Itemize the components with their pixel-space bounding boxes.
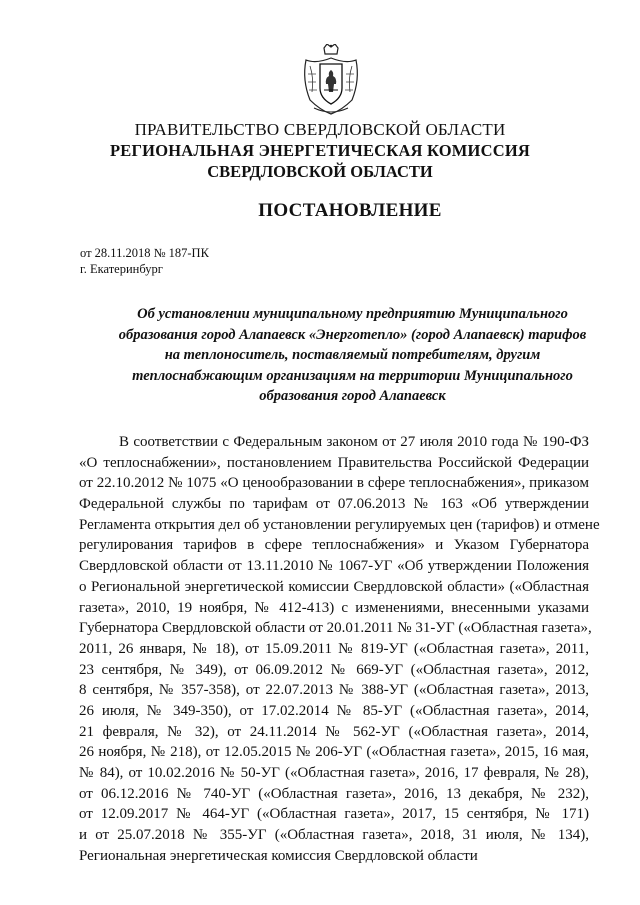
org-name-line1: ПРАВИТЕЛЬСТВО СВЕРДЛОВСКОЙ ОБЛАСТИ [134,120,506,139]
body-line: 2011, 26 января, № 18), от 15.09.2011 № 819-УГ («Областная газета», 2011, [79,640,589,657]
body-line: В соответствии с Федеральным законом от 27 июля 2010 года № 190-ФЗ [119,434,589,450]
body-line: от 06.12.2016 № 740-УГ («Областная газета», 2016, 13 декабря, № 232), [79,785,589,802]
body-line: газета», 2010, 19 ноября, № 412-413) с изменениями, внесенными указами [79,599,589,616]
body-line: 23 сентября, № 349), от 06.09.2012 № 669-УГ («Областная газета», 2012, [79,661,589,678]
document-title [100,304,605,407]
document-type: ПОСТАНОВЛЕНИЕ [258,200,442,221]
body-line: Регламента открытия дел об установлении регулируемых цен (тарифов) и отмене [79,516,600,533]
body-line: Губернатора Свердловской области от 20.01.2011 № 31-УГ («Областная газета», [79,620,592,637]
body-line: 26 ноября, № 218), от 12.05.2015 № 206-УГ («Областная газета», 2015, 16 мая, [79,744,589,761]
org-name-line3: СВЕРДЛОВСКОЙ ОБЛАСТИ [207,162,433,181]
coat-of-arms-icon [300,44,362,116]
document-date-number: от 28.11.2018 № 187-ПК [80,246,209,260]
title-line: Об установлении муниципальному предприятию Муниципального [137,306,568,322]
org-name-line2: РЕГИОНАЛЬНАЯ ЭНЕРГЕТИЧЕСКАЯ КОМИССИЯ [110,141,530,160]
title-line: на теплоноситель, поставляемый потребителям, другим [164,347,541,363]
body-line: «О теплоснабжении», постановлением Правительства Российской Федерации [79,454,589,471]
body-line: Региональная энергетическая комиссия Свердловской области [79,847,478,864]
title-line: образования город Алапаевск [259,388,446,404]
document-city: г. Екатеринбург [80,262,163,276]
body-line: 26 июля, № 349-350), от 17.02.2014 № 85-УГ («Областная газета», 2014, [79,702,589,719]
title-line: образования город Алапаевск «Энерготепло» (город Алапаевск) тарифов [118,326,587,343]
title-line: теплоснабжающим организациям на территории Муниципального [132,367,573,384]
body-line: и от 25.07.2018 № 355-УГ («Областная газета», 2018, 31 июля, № 134), [79,827,589,844]
document-body [79,432,600,866]
body-line: Федеральной службы по тарифам от 07.06.2013 № 163 «Об утверждении [79,496,589,513]
body-line: о Региональной энергетической комиссии Свердловской области» («Областная [79,578,589,595]
body-line: от 12.09.2017 № 464-УГ («Областная газета», 2017, 15 сентября, № 171) [79,806,589,823]
body-line: Свердловской области от 13.11.2010 № 1067-УГ «Об утверждении Положения [79,558,589,575]
body-line: 8 сентября, № 357-358), от 22.07.2013 № 388-УГ («Областная газета», 2013, [79,682,589,699]
body-line: № 84), от 10.02.2016 № 50-УГ («Областная газета», 2016, 17 февраля, № 28), [79,765,589,781]
body-line: от 22.10.2012 № 1075 «О ценообразовании в сфере теплоснабжения», приказом [79,475,589,492]
body-line: 21 февраля, № 32), от 24.11.2014 № 562-УГ («Областная газета», 2014, [79,723,589,740]
body-line: регулирования тарифов в сфере теплоснабжения» и Указом Губернатора [79,537,589,554]
